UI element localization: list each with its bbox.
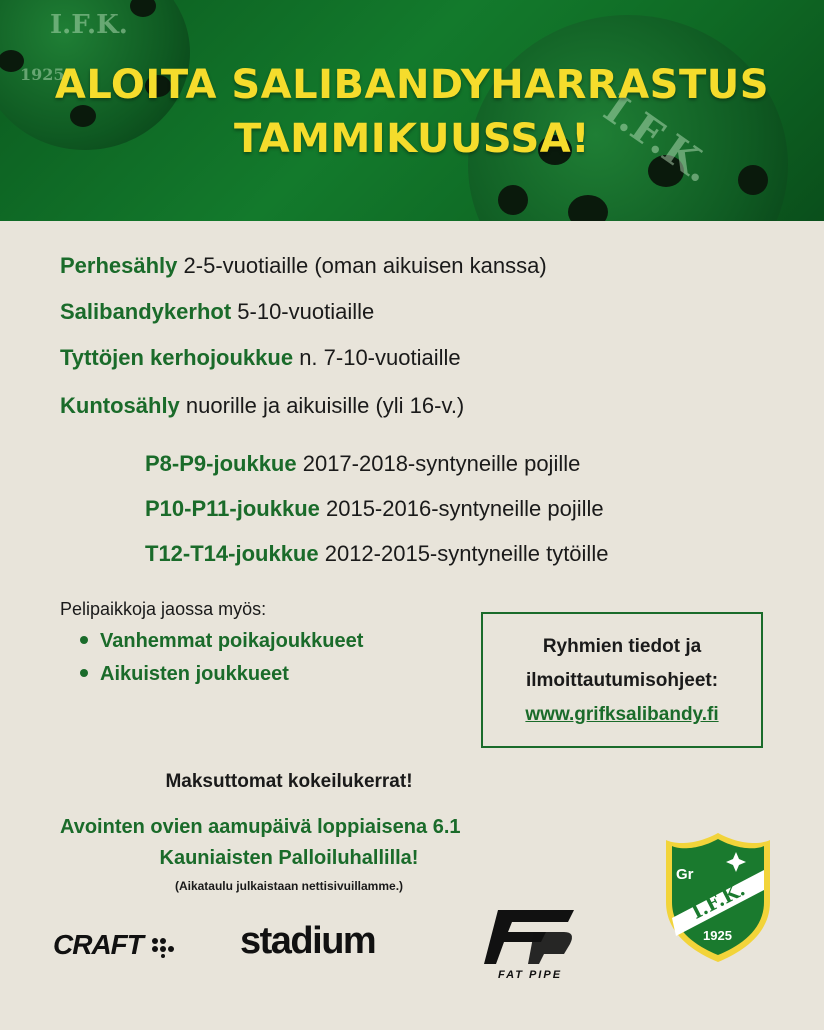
craft-logo-text: CRAFT	[53, 929, 143, 960]
craft-dots-icon	[150, 936, 176, 958]
title-line-1: ALOITA SALIBANDYHARRASTUS	[54, 62, 770, 108]
group-row	[60, 345, 461, 371]
fatpipe-logo	[480, 908, 580, 981]
event-note: (Aikataulu julkaistaan nettisivuillamme.)	[174, 879, 404, 893]
ball-letters-text-right: I.F.K.	[595, 84, 721, 193]
event-line-1: Avointen ovien aamupäivä loppiaisena 6.1	[60, 816, 461, 838]
fatpipe-logo-text: FAT PIPE	[497, 969, 563, 981]
website-link[interactable]: www.grifksalibandy.fi	[525, 704, 719, 725]
group-row	[60, 299, 374, 325]
bullet-icon	[80, 669, 88, 677]
group-name: Tyttöjen kerhojoukkue	[60, 345, 294, 370]
info-line-2: ilmoittautumisohjeet:	[525, 670, 719, 691]
trial-text: Maksuttomat kokeilukerrat!	[165, 771, 413, 792]
team-row	[145, 496, 604, 522]
openings-intro: Pelipaikkoja jaossa myös:	[60, 599, 267, 619]
group-row	[60, 393, 464, 419]
crest-ifk-text: I.F.K.	[688, 878, 749, 924]
group-desc: n. 7-10-vuotiaille	[293, 345, 461, 370]
event-line-2: Kauniaisten Palloiluhallilla!	[159, 847, 419, 869]
group-desc: nuorille ja aikuisille (yli 16-v.)	[179, 393, 465, 418]
group-name: Salibandykerhot	[60, 299, 232, 324]
crest-year-text: 1925	[703, 928, 732, 943]
fatpipe-mark-icon	[484, 908, 576, 966]
team-name: T12-T14-joukkue	[145, 541, 319, 566]
team-name: P8-P9-joukkue	[145, 451, 297, 476]
team-desc: 2012-2015-syntyneille tytöille	[318, 541, 609, 566]
info-line-1: Ryhmien tiedot ja	[542, 636, 702, 657]
openings-item-label: Aikuisten joukkueet	[100, 663, 289, 685]
team-row	[145, 541, 608, 567]
team-desc: 2017-2018-syntyneille pojille	[296, 451, 581, 476]
ball-letters-text: I.F.K.	[50, 10, 128, 40]
openings-item	[80, 663, 289, 686]
ball-year-text: 1925	[20, 65, 65, 84]
club-crest-logo	[662, 830, 774, 965]
header-banner	[0, 0, 824, 221]
group-desc: 5-10-vuotiaille	[231, 299, 375, 324]
team-desc: 2015-2016-syntyneille pojille	[319, 496, 604, 521]
bullet-icon	[80, 636, 88, 644]
title-line-2: TAMMIKUUSSA!	[234, 116, 590, 162]
team-row	[145, 451, 580, 477]
group-desc: 2-5-vuotiaille (oman aikuisen kanssa)	[177, 253, 547, 278]
team-name: P10-P11-joukkue	[145, 496, 320, 521]
crest-gr-text: Gr	[676, 866, 694, 883]
openings-item	[80, 630, 363, 653]
stadium-logo: stadium	[240, 920, 376, 962]
group-name: Kuntosähly	[60, 393, 180, 418]
craft-logo	[53, 929, 176, 961]
openings-item-label: Vanhemmat poikajoukkueet	[100, 630, 364, 652]
info-box	[481, 612, 763, 748]
group-name: Perhesähly	[60, 253, 178, 278]
group-row	[60, 253, 547, 279]
